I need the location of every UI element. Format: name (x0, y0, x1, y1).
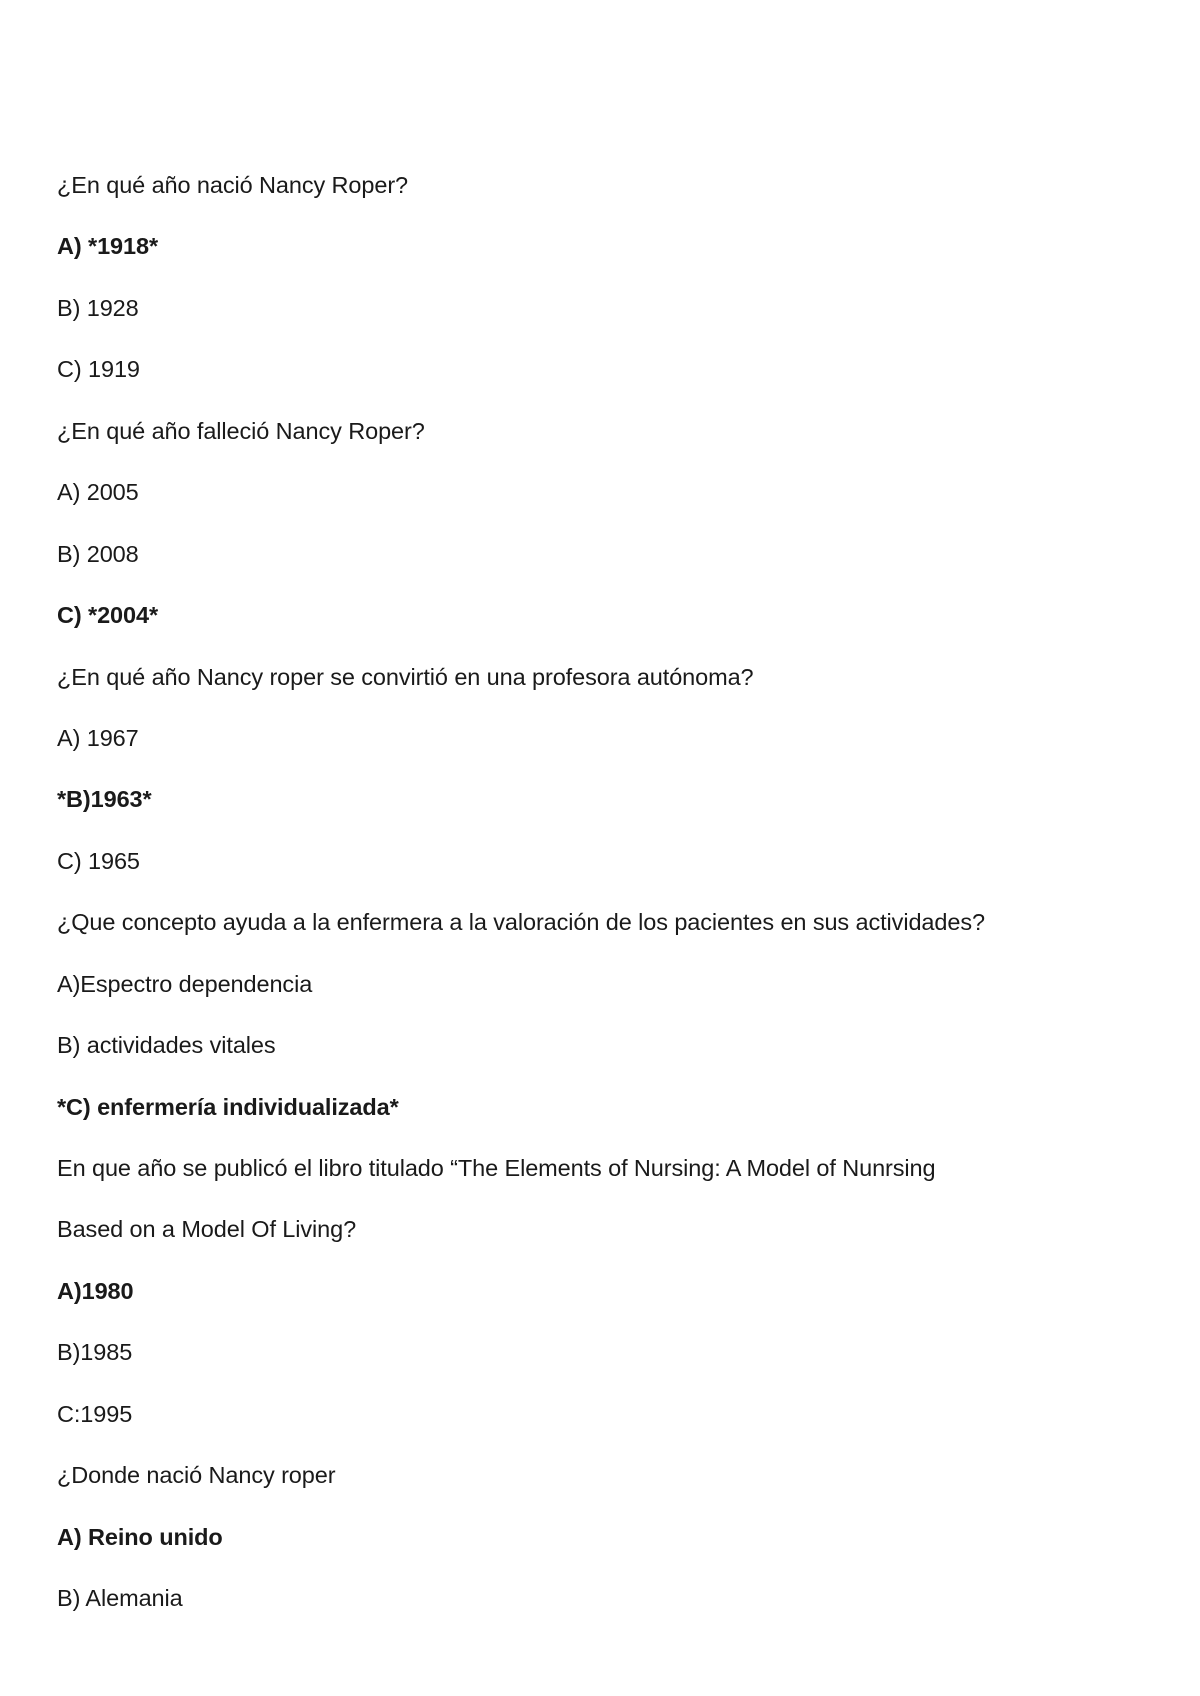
quiz-text (57, 170, 1157, 1645)
answer-option-correct: *C) enfermería individualizada* (57, 1093, 399, 1120)
question-book-year: En que año se publicó el libro titulado “The Elements of Nursing: A Model of Nunrsing (57, 1155, 936, 1181)
answer-option: B) actividades vitales (57, 1032, 276, 1059)
answer-option-correct: A) Reino unido (57, 1523, 223, 1550)
question-death-year: ¿En qué año falleció Nancy Roper? (57, 417, 425, 444)
answer-option: C) 1965 (57, 847, 140, 874)
answer-option-correct: A) *1918* (57, 233, 158, 260)
question-birthplace: ¿Donde nació Nancy roper (57, 1462, 336, 1489)
question-assessment-concept: ¿Que concepto ayuda a la enfermera a la valoración de los pacientes en sus actividades? (57, 909, 985, 936)
answer-option-correct: *B)1963* (57, 786, 152, 813)
answer-option: A)Espectro dependencia (57, 970, 313, 997)
answer-option: B) 2008 (57, 540, 139, 567)
question-birth-year: ¿En qué año nació Nancy Roper? (57, 172, 409, 198)
answer-option: B)1985 (57, 1339, 133, 1366)
answer-option-correct: C) *2004* (57, 602, 158, 629)
answer-option: B) Alemania (57, 1585, 183, 1612)
answer-option: C:1995 (57, 1400, 133, 1427)
answer-option: A) 1967 (57, 724, 139, 751)
answer-option-correct: A)1980 (57, 1277, 134, 1304)
answer-option: B) 1928 (57, 294, 139, 321)
question-book-year-continued: Based on a Model Of Living? (57, 1216, 357, 1243)
answer-option: A) 2005 (57, 479, 139, 506)
question-professor-year: ¿En qué año Nancy roper se convirtió en una profesora autónoma? (57, 663, 754, 690)
answer-option: C) 1919 (57, 356, 140, 383)
